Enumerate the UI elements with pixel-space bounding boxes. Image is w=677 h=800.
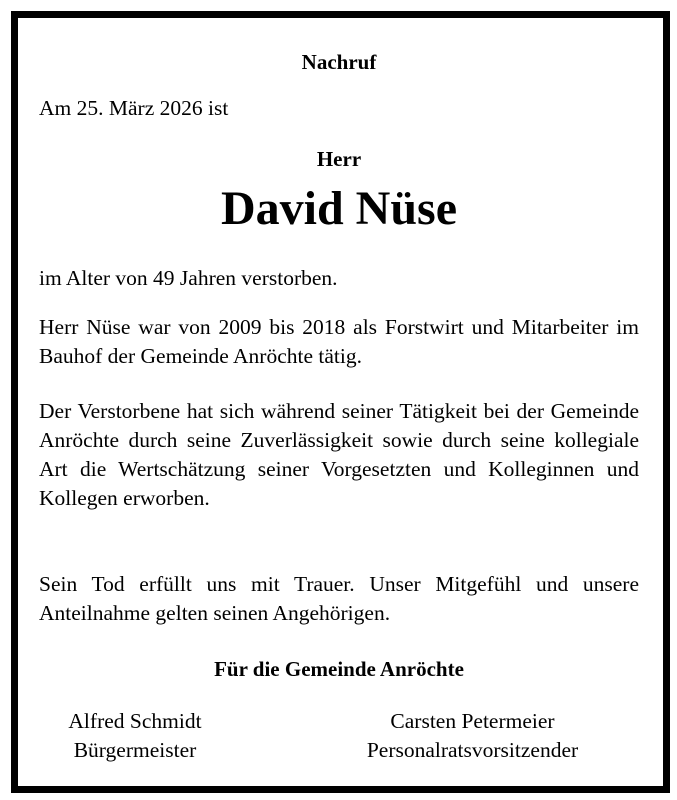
signatory-role: Bürgermeister [73, 738, 197, 762]
paragraph-career: Herr Nüse war von 2009 bis 2018 als Forstwirt und Mitarbeiter im Bauhof der Gemeinde Anröchte tätig. [39, 315, 639, 368]
notice-title: Nachruf [301, 50, 377, 74]
notice-intro: Am 25. März 2026 ist [39, 96, 229, 120]
signatory-role: Personalratsvorsitzender [366, 738, 579, 762]
age-line: im Alter von 49 Jahren verstorben. [39, 266, 338, 290]
paragraph-appreciation: Der Verstorbene hat sich während seiner Tätigkeit bei der Gemeinde Anröchte durch seine Zuverlässigkeit sowie durch seine kollegiale Art die Wertschätzung seiner Vorgesetzten und Kolleginnen und Kollegen erworben. [39, 399, 639, 510]
closing-line: Für die Gemeinde Anröchte [214, 657, 464, 681]
paragraph-condolence: Sein Tod erfüllt uns mit Trauer. Unser Mitgefühl und unsere Anteilnahme gelten seinen Angehörigen. [39, 572, 639, 625]
deceased-name: David Nüse [220, 182, 458, 235]
salutation: Herr [316, 147, 362, 171]
signatory-mayor [40, 707, 230, 765]
signatory-staff-council [330, 707, 615, 765]
signatory-name: Carsten Petermeier [390, 709, 555, 733]
signatory-name: Alfred Schmidt [68, 709, 202, 733]
